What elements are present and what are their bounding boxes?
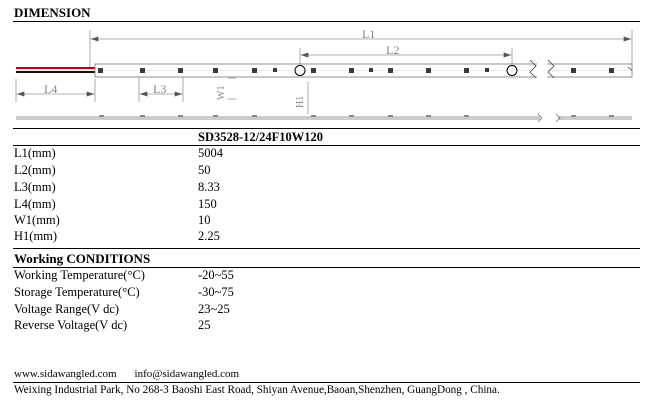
spec-top-rule (13, 128, 640, 129)
l1-label: L1 (362, 27, 376, 41)
dimension-heading: DIMENSION (14, 5, 91, 20)
condition-value-working-temperature: -20~55 (198, 268, 234, 282)
spec-label-w1: W1(mm) (14, 213, 60, 227)
spec-value-w1: 10 (198, 213, 211, 227)
w1-label: W1 (216, 85, 227, 100)
email-link[interactable]: info@sidawangled.com (134, 368, 240, 380)
spec-value-l2: 50 (198, 163, 211, 177)
spec-value-l3: 8.33 (198, 180, 220, 194)
footer-rule (13, 382, 640, 383)
conditions-heading: Working CONDITIONS (14, 251, 151, 266)
footer-address: Weixing Industrial Park, No 268-3 Baoshi East Road, Shiyan Avenue,Baoan,Shenzhen, GuangDong , China. (14, 384, 500, 396)
spec-label-l4: L4(mm) (14, 197, 56, 211)
spec-value-l1: 5004 (198, 146, 223, 160)
conditions-top-rule (13, 248, 640, 249)
h1-label: H1 (295, 95, 306, 108)
footer-contact (14, 368, 239, 380)
condition-label-working-temperature: Working Temperature(°C) (14, 268, 145, 282)
l4-label: L4 (44, 82, 58, 96)
model-name: SD3528-12/24F10W120 (198, 130, 323, 144)
condition-label-storage-temperature: Storage Temperature(°C) (14, 285, 140, 299)
l2-label: L2 (386, 43, 400, 57)
condition-value-voltage-range: 23~25 (198, 302, 230, 316)
condition-label-reverse-voltage: Reverse Voltage(V dc) (14, 318, 128, 332)
condition-value-reverse-voltage: 25 (198, 318, 211, 332)
l3-label: L3 (153, 82, 167, 96)
condition-value-storage-temperature: -30~75 (198, 285, 234, 299)
website-link[interactable]: www.sidawangled.com (14, 368, 117, 380)
strip-dimension-drawing (0, 22, 653, 130)
spec-label-h1: H1(mm) (14, 229, 58, 243)
spec-header-rule (13, 145, 640, 146)
spec-value-l4: 150 (198, 197, 217, 211)
spec-label-l1: L1(mm) (14, 146, 56, 160)
condition-label-voltage-range: Voltage Range(V dc) (14, 302, 120, 316)
spec-value-h1: 2.25 (198, 229, 220, 243)
spec-label-l3: L3(mm) (14, 180, 56, 194)
spec-label-l2: L2(mm) (14, 163, 56, 177)
